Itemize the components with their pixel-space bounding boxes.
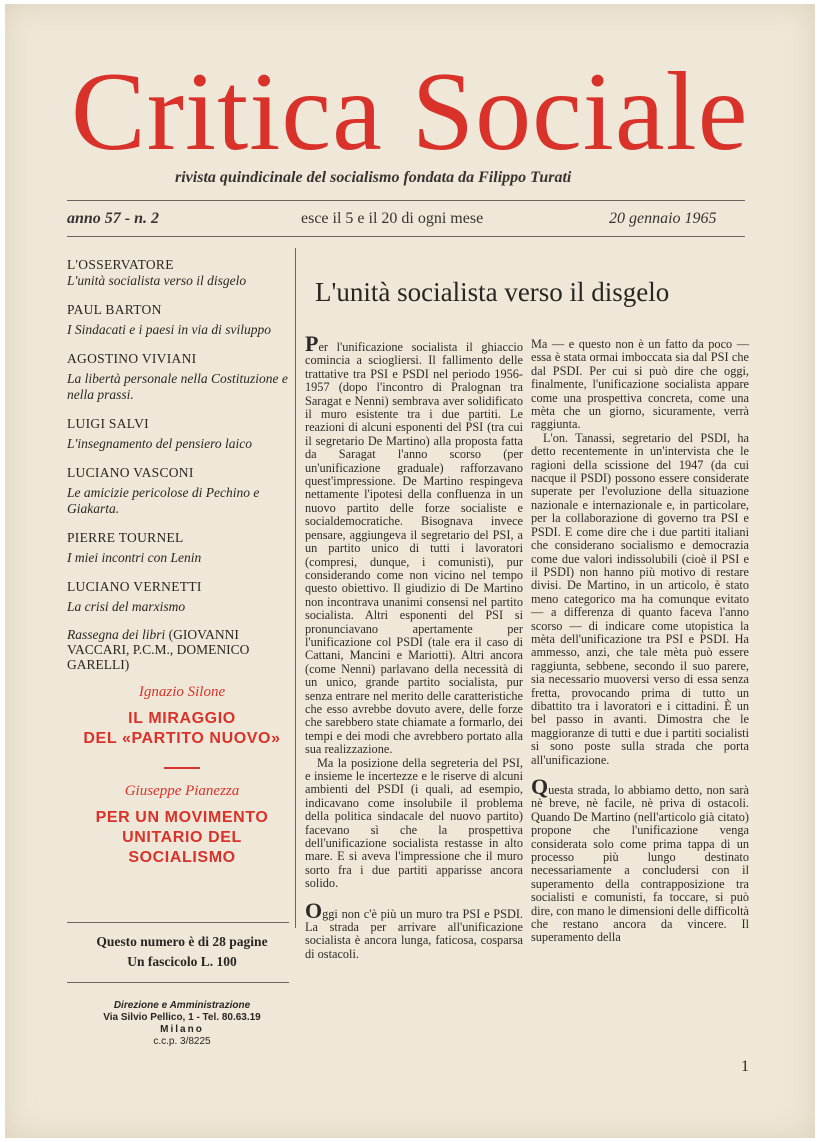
toc-book-reviews — [67, 627, 289, 672]
article-paragraph — [531, 432, 749, 767]
page-count-notice: Questo numero è di 28 pagine — [96, 934, 268, 949]
article-paragraph — [305, 757, 523, 891]
toc-title: La crisi del marxismo — [67, 599, 186, 614]
toc-entry — [67, 301, 289, 338]
toc-entry — [67, 415, 289, 452]
article-paragraph — [305, 897, 523, 962]
masthead-title: Critica Sociale — [71, 50, 749, 174]
paragraph-text: uesta strada, lo abbiamo detto, non sarà nè breve, nè facile, nè priva di ostacoli. Quando De Martino (nell'articolo già citato) propone che l'unificazione venga considerata solo come prima tappa di un processo più lungo destinato necessariamente a concludersi con il superamento della contrapposizione tra socialisti e comunisti, fa toccare, si può dire, con mano le dimensioni delle difficoltà che restano ancora da vincere. Il superamento della — [531, 783, 749, 945]
featured-author: Giuseppe Pianezza — [124, 783, 240, 799]
article-column-1 — [305, 331, 523, 961]
issue-notice — [67, 932, 297, 972]
toc-title: I miei incontri con Lenin — [67, 550, 202, 565]
article-paragraph — [531, 774, 749, 945]
featured-author: Ignazio Silone — [138, 684, 226, 700]
toc-author: PIERRE TOURNEL — [67, 530, 184, 545]
issue-number: anno 57 - n. 2 — [67, 210, 160, 227]
magazine-cover-page — [5, 4, 815, 1138]
page-number: 1 — [741, 1058, 749, 1075]
paragraph-text: Ma la posizione della segreteria del PSI, e insieme le incertezze e le riserve di alcuni ambienti del PSDI (i quali, ad esempio, indicavano come insolubile il problema della politica sindacale del nuovo partito) facevano sì che la prospettiva dell'unificazione socialista restasse in alto mare. E si aveva l'impressione che il muro sorto fra i due partiti apparisse ancora solido. — [305, 755, 523, 891]
toc-author: LUCIANO VERNETTI — [67, 579, 202, 594]
toc-title: L'insegnamento del pensiero laico — [67, 436, 252, 451]
masthead-subtitle: rivista quindicinale del socialismo fondata da Filippo Turati — [175, 169, 572, 186]
toc-author: LUCIANO VASCONI — [67, 465, 194, 480]
paragraph-text: Ma — e questo non è un fatto da poco — essa è stata ormai imboccata sia dal PSI che dal PSDI. Per cui si può dire che oggi, finalmente, l'unificazione socialista appare come una prospettiva concreta, come una mèta che un giorno, sicuramente, verrà raggiunta. — [531, 337, 749, 432]
administration-info — [67, 1000, 297, 1048]
toc-entry — [67, 256, 289, 289]
toc-title: I Sindacati e i paesi in via di sviluppo — [67, 322, 271, 337]
featured-title-line: IL MIRAGGIO — [128, 710, 236, 727]
book-reviews-label: Rassegna dei libri — [67, 627, 166, 642]
price-notice: Un fascicolo L. 100 — [127, 954, 237, 969]
admin-address: Via Silvio Pellico, 1 - Tel. 80.63.19 — [103, 1012, 261, 1023]
toc-title: Le amicizie pericolose di Pechino e Giakarta. — [67, 485, 260, 516]
article-headline: L'unità socialista verso il disgelo — [315, 277, 670, 307]
toc-entry — [67, 464, 289, 517]
toc-author: L'OSSERVATORE — [67, 257, 174, 272]
drop-cap: P — [305, 331, 319, 356]
article-paragraph — [531, 338, 749, 432]
toc-entry — [67, 529, 289, 566]
toc-entry — [67, 350, 289, 403]
column-divider — [295, 248, 296, 928]
drop-cap: Q — [531, 774, 549, 799]
toc-title: L'unità socialista verso il disgelo — [67, 273, 247, 288]
toc-author: LUIGI SALVI — [67, 416, 149, 431]
toc-author: PAUL BARTON — [67, 302, 162, 317]
toc-title: La libertà personale nella Costituzione e nella prassi. — [67, 371, 288, 402]
red-divider — [164, 767, 200, 769]
featured-title — [67, 709, 297, 749]
article-paragraph — [305, 331, 523, 757]
admin-city: Milano — [160, 1024, 204, 1035]
issue-date: 20 gennaio 1965 — [609, 210, 717, 227]
admin-postal-account: c.c.p. 3/8225 — [153, 1036, 211, 1047]
featured-article-silone — [67, 684, 297, 749]
divider — [67, 200, 745, 201]
featured-title-line: DEL «PARTITO NUOVO» — [83, 730, 281, 747]
divider — [67, 236, 745, 237]
featured-title-line: PER UN MOVIMENTO — [95, 809, 269, 826]
featured-title — [67, 808, 297, 868]
table-of-contents — [67, 256, 289, 868]
featured-article-pianezza — [67, 783, 297, 868]
paragraph-text: L'on. Tanassi, segretario del PSDI, ha detto recentemente in un'intervista che le ragioni della scissione del 1947 (da cui nacque il PSDI) possono essere considerate superate per l'evoluzione della situazione nazionale e internazionale e, in particolare, per la collaborazione di governo tra PSI e PSDI. E come dire che i due partiti italiani che considerano socialismo e democrazia come due valori indissolubili (cioè il PSI e il PSDI) non hanno più motivo di restare divisi. De Martino, in un articolo, è stato meno categorico ma ha comunque evitato — a differenza di quanto faceva l'anno scorso — di indicare come utopistica la mèta dell'unificazione tra PSI e PSDI. Ha ammesso, anzi, che tale mèta può essere raggiunta, sebbene, secondo il suo parere, sia necessario muoversi verso di essa senza fretta, provocando prima di tutto un dibattito tra i lavoratori e i cittadini. È un bel passo in avanti. Dimostra che le maggioranze di tutti e due i partiti socialisti si sono poste sulla strada che porta all'unificazione. — [531, 430, 749, 767]
divider — [67, 922, 289, 923]
divider — [67, 982, 289, 983]
featured-title-line: UNITARIO DEL SOCIALISMO — [122, 829, 242, 866]
drop-cap: O — [305, 897, 323, 923]
article-column-2 — [531, 338, 749, 945]
paragraph-text: ggi non c'è più un muro tra PSI e PSDI. La strada per arrivare all'unificazione socialista è ancora lunga, faticosa, cosparsa di ostacoli. — [305, 906, 523, 961]
toc-author: AGOSTINO VIVIANI — [67, 351, 197, 366]
paragraph-text: er l'unificazione socialista il ghiaccio comincia a sciogliersi. Il fallimento delle trattative tra PSI e PSDI nel periodo 1956-1957 (dopo l'incontro di Pralognan tra Saragat e Nenni) sembrava aver solidificato il muro esistente tra i due partiti. Le reazioni di alcuni esponenti del PSI (tra cui il segretario De Martino) alla proposta fatta da Saragat l'anno scorso (per un'unificazione graduale) rafforzavano quest'impressione. De Martino respingeva nettamente l'ipotesi della confluenza in un nuovo partito delle forze socialiste e socialdemocratiche. Bisognava invece pensare, aggiungeva il segretario del PSI, a un partito unico di tutti i lavoratori (compresi, dunque, i comunisti), pur considerando come non vicino nel tempo questo obiettivo. Il giudizio di De Martino non incontrava unanimi consensi nel partito socialista. Altri esponenti del PSI si pronunciavano apertamente per l'unificazione col PSDI (tale era il caso di Cattani, Mancini e Mariotti). Altri ancora (come Nenni) parlavano della necessità di un unico, grande partito socialista, pur senza entrare nel merito delle caratteristiche che esso avrebbe dovuto avere, delle forze che sarebbero state chiamate a formarlo, dei tempi e dei modi che avrebbero portato alla sua realizzazione. — [305, 340, 523, 757]
admin-heading: Direzione e Amministrazione — [113, 1000, 251, 1011]
toc-entry — [67, 578, 289, 615]
publication-frequency: esce il 5 e il 20 di ogni mese — [301, 210, 484, 227]
book-reviews-names: (GIOVANNI VACCARI, P.C.M., DOMENICO GARELLI) — [67, 627, 250, 672]
